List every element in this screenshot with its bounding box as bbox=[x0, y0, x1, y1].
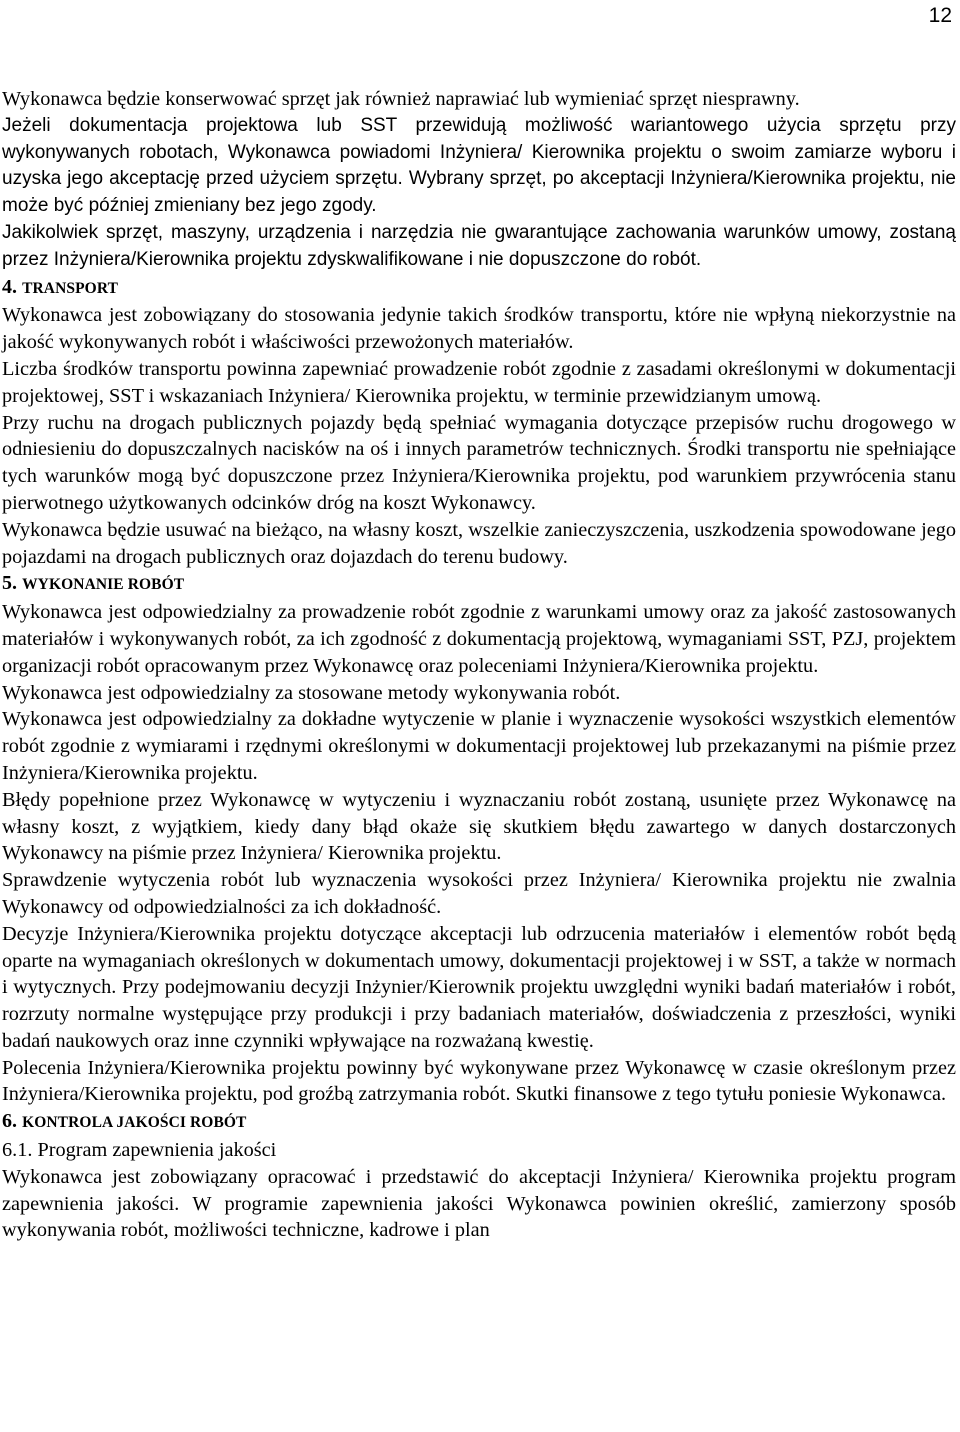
paragraph: Polecenia Inżyniera/Kierownika projektu powinny być wykonywane przez Wykonawcę w czasie określonym przez Inżyniera/Kierownika projektu, pod groźbą zatrzymania robót. Skutki finansowe z tego tytułu poniesie Wykonawca. bbox=[2, 1056, 956, 1106]
paragraph: Błędy popełnione przez Wykonawcę w wytyczeniu i wyznaczaniu robót zostaną, usunięte przez Wykonawcę na własny koszt, z wyjątkiem, kiedy dany błąd okaże się skutkiem błędu zawartego w danych dostarczonych Wykonawcy na piśmie przez Inżyniera/ Kierownika projektu. bbox=[2, 788, 956, 865]
section-heading-transport bbox=[2, 274, 956, 303]
page-number: 12 bbox=[928, 4, 952, 27]
paragraph: Jakikolwiek sprzęt, maszyny, urządzenia i narzędzia nie gwarantujące zachowania warunków umowy, zostaną przez Inżyniera/Kierownika projektu zdyskwalifikowane i nie dopuszczone do robót. bbox=[2, 221, 956, 270]
subsection-title: 6.1. Program zapewnienia jakości bbox=[2, 1139, 277, 1162]
paragraph: Wykonawca jest zobowiązany do stosowania jedynie takich środków transportu, które nie wpłyną niekorzystnie na jakość wykonywanych robót i właściwości przewożonych materiałów. bbox=[2, 304, 956, 354]
paragraph: Decyzje Inżyniera/Kierownika projektu dotyczące akceptacji lub odrzucenia materiałów i elementów robót będą oparte na wymaganiach określonych w dokumentach umowy, dokumentacji projektowej i w SST, a także w normach i wytycznych. Przy podejmowaniu decyzji Inżynier/Kierownik projektu uwzględni wyniki badań materiałów i robót, rozrzuty normalne występujące przy produkcji i przy badaniach materiałów, doświadczenia z przeszłości, wyniki badań naukowych oraz inne czynniki wpływające na rozważaną kwestię. bbox=[2, 922, 956, 1052]
section-heading-kontrola-jakosci bbox=[2, 1108, 956, 1137]
section-title: WYKONANIE ROBÓT bbox=[22, 576, 185, 594]
paragraph: Wykonawca jest zobowiązany opracować i przedstawić do akceptacji Inżyniera/ Kierownika projektu program zapewnienia jakości. W programie zapewnienia jakości Wykonawca powinien określić, zamierzony sposób wykonywania robót, możliwości techniczne, kadrowe i plan bbox=[2, 1165, 956, 1242]
section-number: 6. bbox=[2, 1110, 17, 1133]
paragraph: Liczba środków transportu powinna zapewniać prowadzenie robót zgodnie z zasadami określonymi w dokumentacji projektowej, SST i wskazaniach Inżyniera/ Kierownika projektu, w terminie przewidzianym umową. bbox=[2, 357, 956, 407]
section-title: TRANSPORT bbox=[22, 279, 119, 297]
paragraph: Wykonawca jest odpowiedzialny za dokładne wytyczenie w planie i wyznaczenie wysokości wszystkich elementów robót zgodnie z wymiarami i rzędnymi określonymi w dokumentacji projektowej lub przekazanymi na piśmie przez Inżyniera/Kierownika projektu. bbox=[2, 708, 956, 784]
section-number: 5. bbox=[2, 572, 17, 595]
paragraph: Wykonawca będzie konserwować sprzęt jak również naprawiać lub wymieniać sprzęt niesprawny. bbox=[2, 88, 800, 110]
document-body bbox=[2, 86, 956, 1244]
section-heading-wykonanie-robot bbox=[2, 570, 956, 599]
paragraph: Sprawdzenie wytyczenia robót lub wyznaczenia wysokości przez Inżyniera/ Kierownika projektu nie zwalnia Wykonawcy od odpowiedzialności za ich dokładność. bbox=[2, 869, 956, 918]
paragraph: Wykonawca jest odpowiedzialny za prowadzenie robót zgodnie z warunkami umowy oraz za jakość zastosowanych materiałów i wykonywanych robót, za ich zgodność z dokumentacją projektową, wymaganiami SST, PZJ, projektem organizacji robót opracowanym przez Wykonawcę oraz poleceniami Inżyniera/Kierownika projektu. bbox=[2, 601, 956, 677]
paragraph: Przy ruchu na drogach publicznych pojazdy będą spełniać wymagania dotyczące przepisów ruchu drogowego w odniesieniu do dopuszczalnych nacisków na oś i innych parametrów technicznych. Środki transportu nie spełniające tych warunków mogą być dopuszczone przez Inżyniera/Kierownika projektu, pod warunkiem przywrócenia stanu pierwotnego użytkowanych odcinków dróg na koszt Wykonawcy. bbox=[2, 411, 956, 514]
section-number: 4. bbox=[2, 275, 17, 298]
paragraph: Wykonawca będzie usuwać na bieżąco, na własny koszt, wszelkie zanieczyszczenia, uszkodzenia spowodowane jego pojazdami na drogach publicznych oraz dojazdach do terenu budowy. bbox=[2, 518, 956, 568]
paragraph: Jeżeli dokumentacja projektowa lub SST przewidują możliwość wariantowego użycia sprzętu przy wykonywanych robotach, Wykonawca powiadomi Inżyniera/ Kierownika projektu o swoim zamiarze wyboru i uzyska jego akceptację przed użyciem sprzętu. Wybrany sprzęt, po akceptacji Inżyniera/Kierownika projektu, nie może być później zmieniany bez jego zgody. bbox=[2, 114, 956, 217]
section-title: KONTROLA JAKOŚCI ROBÓT bbox=[22, 1114, 247, 1132]
paragraph: Wykonawca jest odpowiedzialny za stosowane metody wykonywania robót. bbox=[2, 681, 621, 704]
